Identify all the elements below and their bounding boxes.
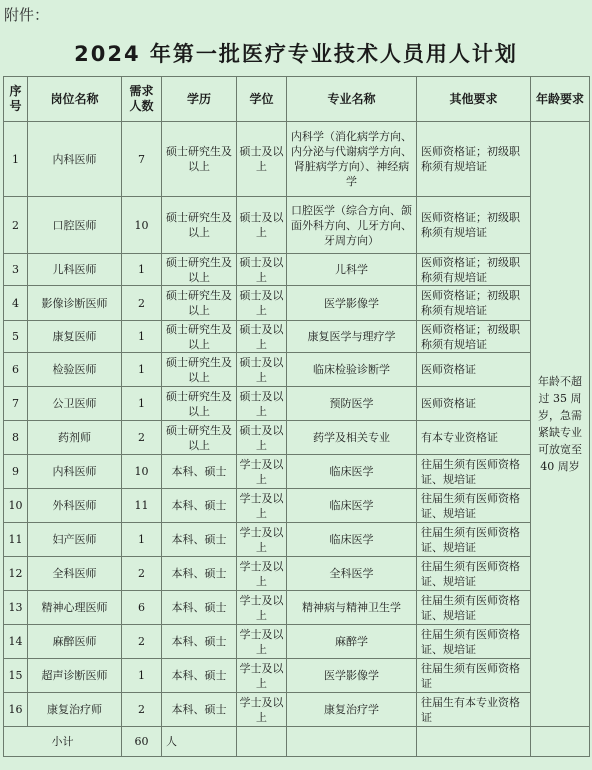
row-count: 2: [122, 625, 162, 659]
row-degree: 硕士及以上: [237, 286, 287, 321]
row-education: 本科、硕士: [162, 659, 237, 693]
row-major: 儿科学: [287, 254, 417, 286]
row-education: 硕士研究生及以上: [162, 421, 237, 455]
header-seq: 序号: [4, 77, 28, 122]
table-row: [4, 321, 590, 353]
row-major: 康复医学与理疗学: [287, 321, 417, 353]
table-row: [4, 286, 590, 321]
row-position: 超声诊断医师: [28, 659, 122, 693]
row-major: 内科学（消化病学方向、内分泌与代谢病学方向、肾脏病学方向）、神经病学: [287, 122, 417, 197]
row-position: 妇产医师: [28, 523, 122, 557]
table-row: [4, 197, 590, 254]
row-position: 儿科医师: [28, 254, 122, 286]
page-title: 2024 年第一批医疗专业技术人员用人计划: [74, 42, 518, 66]
row-major: 医学影像学: [287, 659, 417, 693]
row-count: 2: [122, 286, 162, 321]
row-other: 医师资格证；初级职称须有规培证: [417, 321, 531, 353]
row-education: 本科、硕士: [162, 625, 237, 659]
row-major: 药学及相关专业: [287, 421, 417, 455]
row-other: 往届生有本专业资格证: [417, 693, 531, 727]
row-position: 检验医师: [28, 353, 122, 387]
row-education: 本科、硕士: [162, 489, 237, 523]
row-other: 有本专业资格证: [417, 421, 531, 455]
row-position: 公卫医师: [28, 387, 122, 421]
row-other: 医师资格证；初级职称须有规培证: [417, 286, 531, 321]
table-row: [4, 591, 590, 625]
row-other: 往届生须有医师资格证: [417, 659, 531, 693]
row-degree: 学士及以上: [237, 659, 287, 693]
row-count: 1: [122, 321, 162, 353]
row-count: 1: [122, 387, 162, 421]
row-position: 外科医师: [28, 489, 122, 523]
table-row: [4, 122, 590, 197]
row-degree: 学士及以上: [237, 693, 287, 727]
row-degree: 学士及以上: [237, 625, 287, 659]
row-position: 内科医师: [28, 455, 122, 489]
header-education: 学历: [162, 77, 237, 122]
row-degree: 学士及以上: [237, 591, 287, 625]
row-seq: 10: [4, 489, 28, 523]
header-age: 年龄要求: [531, 77, 590, 122]
row-degree: 学士及以上: [237, 489, 287, 523]
table-row: [4, 489, 590, 523]
row-seq: 6: [4, 353, 28, 387]
row-seq: 14: [4, 625, 28, 659]
row-position: 康复医师: [28, 321, 122, 353]
row-major: 麻醉学: [287, 625, 417, 659]
row-education: 硕士研究生及以上: [162, 353, 237, 387]
row-education: 硕士研究生及以上: [162, 122, 237, 197]
row-education: 硕士研究生及以上: [162, 321, 237, 353]
subtotal-row: [4, 727, 590, 757]
row-count: 10: [122, 455, 162, 489]
subtotal-count: 60: [122, 727, 162, 757]
attachment-label: 附件：: [4, 6, 50, 24]
table-row: [4, 523, 590, 557]
row-other: 往届生须有医师资格证、规培证: [417, 557, 531, 591]
row-major: 医学影像学: [287, 286, 417, 321]
row-major: 临床检验诊断学: [287, 353, 417, 387]
row-other: 往届生须有医师资格证、规培证: [417, 591, 531, 625]
row-other: 往届生须有医师资格证、规培证: [417, 489, 531, 523]
row-other: 医师资格证；初级职称须有规培证: [417, 254, 531, 286]
header-degree: 学位: [237, 77, 287, 122]
row-position: 内科医师: [28, 122, 122, 197]
subtotal-label: 小计: [4, 727, 122, 757]
row-education: 本科、硕士: [162, 693, 237, 727]
row-degree: 硕士及以上: [237, 197, 287, 254]
row-position: 康复治疗师: [28, 693, 122, 727]
table-row: [4, 387, 590, 421]
recruitment-table: [3, 76, 590, 757]
row-count: 1: [122, 659, 162, 693]
row-seq: 16: [4, 693, 28, 727]
header-other: 其他要求: [417, 77, 531, 122]
row-other: 医师资格证；初级职称须有规培证: [417, 197, 531, 254]
row-seq: 3: [4, 254, 28, 286]
row-education: 硕士研究生及以上: [162, 286, 237, 321]
row-degree: 硕士及以上: [237, 387, 287, 421]
row-seq: 9: [4, 455, 28, 489]
row-seq: 8: [4, 421, 28, 455]
table-header-row: [4, 77, 590, 122]
row-degree: 硕士及以上: [237, 353, 287, 387]
row-other: 往届生须有医师资格证、规培证: [417, 455, 531, 489]
row-count: 6: [122, 591, 162, 625]
row-position: 麻醉医师: [28, 625, 122, 659]
row-degree: 硕士及以上: [237, 254, 287, 286]
row-other: 往届生须有医师资格证、规培证: [417, 523, 531, 557]
row-position: 影像诊断医师: [28, 286, 122, 321]
row-seq: 7: [4, 387, 28, 421]
row-position: 全科医师: [28, 557, 122, 591]
row-major: 康复治疗学: [287, 693, 417, 727]
row-seq: 4: [4, 286, 28, 321]
table-row: [4, 659, 590, 693]
row-count: 7: [122, 122, 162, 197]
row-seq: 11: [4, 523, 28, 557]
row-count: 2: [122, 557, 162, 591]
row-seq: 1: [4, 122, 28, 197]
row-major: 口腔医学（综合方向、颌面外科方向、儿牙方向、牙周方向）: [287, 197, 417, 254]
row-degree: 硕士及以上: [237, 321, 287, 353]
table-row: [4, 693, 590, 727]
row-degree: 学士及以上: [237, 455, 287, 489]
row-count: 1: [122, 254, 162, 286]
row-education: 硕士研究生及以上: [162, 254, 237, 286]
row-seq: 13: [4, 591, 28, 625]
row-major: 全科医学: [287, 557, 417, 591]
header-count: 需求人数: [122, 77, 162, 122]
age-requirement: 年龄不超过 35 周岁，急需紧缺专业可放宽至 40 周岁: [531, 122, 590, 727]
row-seq: 5: [4, 321, 28, 353]
row-count: 2: [122, 421, 162, 455]
row-seq: 12: [4, 557, 28, 591]
table-row: [4, 254, 590, 286]
row-position: 口腔医师: [28, 197, 122, 254]
row-major: 精神病与精神卫生学: [287, 591, 417, 625]
row-major: 临床医学: [287, 523, 417, 557]
row-education: 本科、硕士: [162, 557, 237, 591]
header-position: 岗位名称: [28, 77, 122, 122]
table-row: [4, 421, 590, 455]
row-major: 预防医学: [287, 387, 417, 421]
table-row: [4, 557, 590, 591]
row-degree: 硕士及以上: [237, 421, 287, 455]
row-position: 药剂师: [28, 421, 122, 455]
row-count: 1: [122, 523, 162, 557]
row-education: 本科、硕士: [162, 591, 237, 625]
row-education: 本科、硕士: [162, 523, 237, 557]
row-education: 硕士研究生及以上: [162, 197, 237, 254]
row-degree: 硕士及以上: [237, 122, 287, 197]
row-other: 医师资格证: [417, 353, 531, 387]
header-major: 专业名称: [287, 77, 417, 122]
row-count: 1: [122, 353, 162, 387]
row-seq: 2: [4, 197, 28, 254]
row-major: 临床医学: [287, 455, 417, 489]
row-degree: 学士及以上: [237, 557, 287, 591]
row-count: 10: [122, 197, 162, 254]
row-major: 临床医学: [287, 489, 417, 523]
row-count: 11: [122, 489, 162, 523]
row-seq: 15: [4, 659, 28, 693]
table-row: [4, 455, 590, 489]
row-other: 往届生须有医师资格证、规培证: [417, 625, 531, 659]
row-other: 医师资格证；初级职称须有规培证: [417, 122, 531, 197]
row-degree: 学士及以上: [237, 523, 287, 557]
row-education: 本科、硕士: [162, 455, 237, 489]
row-position: 精神心理医师: [28, 591, 122, 625]
subtotal-unit: 人: [162, 727, 237, 757]
row-count: 2: [122, 693, 162, 727]
table-row: [4, 625, 590, 659]
row-education: 硕士研究生及以上: [162, 387, 237, 421]
row-other: 医师资格证: [417, 387, 531, 421]
table-row: [4, 353, 590, 387]
